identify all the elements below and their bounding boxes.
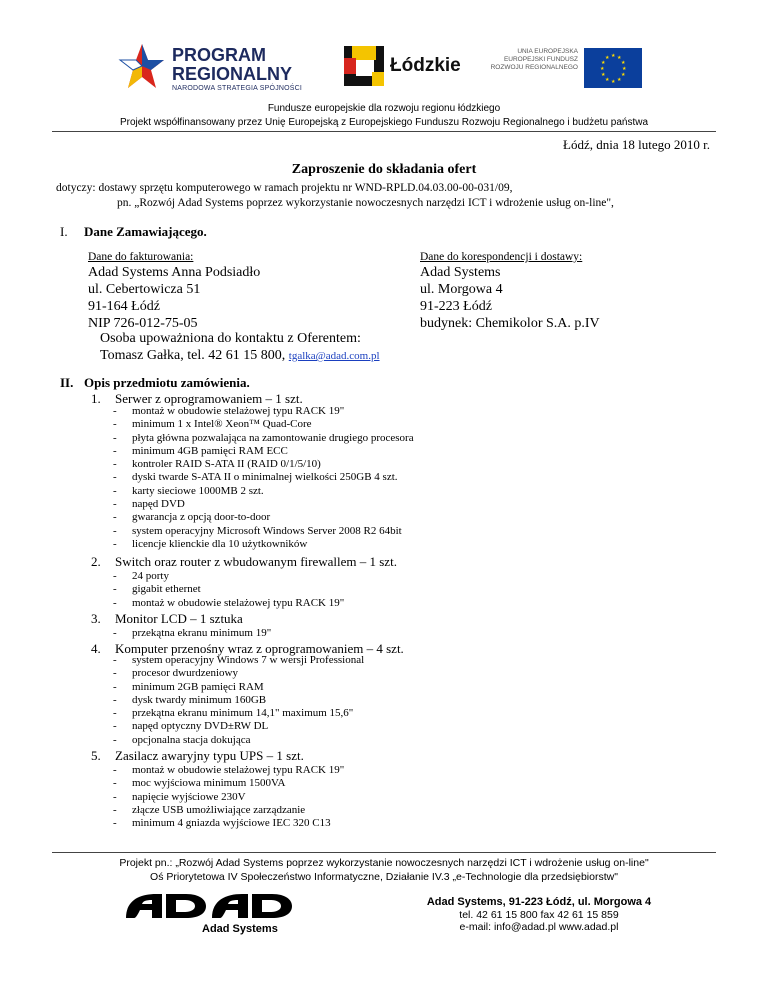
spec-item: - minimum 2GB pamięci RAM <box>113 681 364 694</box>
document-date: Łódź, dnia 18 lutego 2010 r. <box>563 137 710 152</box>
item-number: 2. <box>91 554 101 569</box>
section-2-title: Opis przedmiotu zamówienia. <box>84 375 250 390</box>
eu-line-1: UNIA EUROPEJSKA <box>517 48 578 55</box>
spec-item: - minimum 4GB pamięci RAM ECC <box>113 445 414 458</box>
billing-line: ul. Cebertowicza 51 <box>88 282 201 297</box>
regarding-line-2: pn. „Rozwój Adad Systems poprzez wykorzystanie nowoczesnych narzędzi ICT i wdrożenie usług on-line", <box>117 197 614 209</box>
funding-line-2: Projekt współfinansowany przez Unię Europejską z Europejskiego Funduszu Rozwoju Regionalnego i budżetu państwa <box>119 117 649 128</box>
item-4-specs <box>113 654 364 747</box>
spec-item: - złącze USB umożliwiające zarządzanie <box>113 804 344 817</box>
spec-item: - montaż w obudowie stelażowej typu RACK 19" <box>113 764 344 777</box>
item-title: Komputer przenośny wraz z oprogramowaniem – 4 szt. <box>115 641 404 656</box>
spec-item: - napięcie wyjściowe 230V <box>113 791 344 804</box>
item-title: Serwer z oprogramowaniem – 1 szt. <box>115 391 303 406</box>
contact-line-2: Tomasz Gałka, tel. 42 61 15 800, <box>100 348 286 363</box>
spec-item: - dyski twarde S-ATA II o minimalnej wielkości 250GB 4 szt. <box>113 471 414 484</box>
footer-address-line-3: e-mail: info@adad.pl www.adad.pl <box>459 921 619 933</box>
footer-project-line: Projekt pn.: „Rozwój Adad Systems poprzez wykorzystanie nowoczesnych narzędzi ICT i wdrożenie usług on-line" <box>119 857 649 869</box>
spec-item: - napęd DVD <box>113 498 414 511</box>
spec-item: - moc wyjściowa minimum 1500VA <box>113 777 344 790</box>
billing-line: 91-164 Łódź <box>88 299 160 314</box>
delivery-line: ul. Morgowa 4 <box>420 282 503 297</box>
program-star-icon <box>118 42 166 92</box>
item-2-title <box>91 554 397 570</box>
contact-line-1: Osoba upoważniona do kontaktu z Oferentem: <box>100 331 361 346</box>
document-title: Zaproszenie do składania ofert <box>291 162 477 177</box>
item-number: 3. <box>91 611 101 626</box>
eu-block <box>482 48 642 92</box>
svg-text:★: ★ <box>605 55 610 61</box>
billing-address <box>88 264 260 332</box>
contact-person <box>100 330 380 365</box>
spec-item: - licencje klienckie dla 10 użytkowników <box>113 538 414 551</box>
svg-text:★: ★ <box>621 72 626 78</box>
svg-text:★: ★ <box>611 53 616 59</box>
item-5-title <box>91 748 304 764</box>
program-line-1: PROGRAM <box>172 45 266 65</box>
item-3-title <box>91 611 243 627</box>
spec-item: - dysk twardy minimum 160GB <box>113 694 364 707</box>
program-line-2: REGIONALNY <box>172 64 293 84</box>
adad-logo-icon <box>122 890 304 924</box>
lodzkie-text: Łódzkie <box>390 55 461 76</box>
lodzkie-logo <box>344 46 464 90</box>
delivery-line: Adad Systems <box>420 265 501 280</box>
delivery-line: 91-223 Łódź <box>420 299 492 314</box>
section-2-number: II. <box>60 375 74 390</box>
spec-item: - 24 porty <box>113 570 344 583</box>
footer-address-line-2: tel. 42 61 15 800 fax 42 61 15 859 <box>459 909 619 921</box>
spec-item: - opcjonalna stacja dokująca <box>113 734 364 747</box>
svg-text:★: ★ <box>600 66 605 72</box>
spec-item: - montaż w obudowie stelażowej typu RACK 19" <box>113 597 344 610</box>
footer-priority-line: Oś Priorytetowa IV Społeczeństwo Informatyczne, Działanie IV.3 „e-Technologie dla przedsiębiorstw" <box>150 871 618 883</box>
spec-item: - procesor dwurdzeniowy <box>113 667 364 680</box>
svg-text:★: ★ <box>622 66 627 72</box>
item-5-specs <box>113 764 344 830</box>
delivery-address <box>420 264 600 332</box>
eu-caption <box>482 48 578 72</box>
adad-logo-caption: Adad Systems <box>202 923 278 935</box>
item-number: 4. <box>91 641 101 656</box>
delivery-label: Dane do korespondencji i dostawy: <box>420 251 583 263</box>
spec-item: - system operacyjny Microsoft Windows Server 2008 R2 64bit <box>113 525 414 538</box>
svg-text:★: ★ <box>601 60 606 66</box>
item-title: Zasilacz awaryjny typu UPS – 1 szt. <box>115 748 304 763</box>
svg-text:★: ★ <box>617 55 622 61</box>
spec-item: - montaż w obudowie stelażowej typu RACK 19" <box>113 405 414 418</box>
item-3-specs <box>113 627 271 640</box>
spec-item: - gigabit ethernet <box>113 583 344 596</box>
svg-text:★: ★ <box>601 72 606 78</box>
adad-systems-logo <box>122 890 304 940</box>
eu-line-3: ROZWOJU REGIONALNEGO <box>490 64 578 71</box>
footer-divider <box>52 852 716 853</box>
svg-text:★: ★ <box>621 60 626 66</box>
spec-item: - kontroler RAID S-ATA II (RAID 0/1/5/10) <box>113 458 414 471</box>
spec-item: - system operacyjny Windows 7 w wersji Professional <box>113 654 364 667</box>
billing-line: Adad Systems Anna Podsiadło <box>88 265 261 280</box>
spec-item: - przekątna ekranu minimum 14,1" maximum 15,6" <box>113 707 364 720</box>
svg-text:★: ★ <box>611 79 616 85</box>
spec-item: - minimum 4 gniazda wyjściowe IEC 320 C13 <box>113 817 344 830</box>
contact-email-link[interactable]: tgalka@adad.com.pl <box>288 350 380 362</box>
header-divider <box>52 131 716 132</box>
item-title: Switch oraz router z wbudowanym firewallem – 1 szt. <box>115 554 397 569</box>
section-2-heading <box>60 375 250 391</box>
spec-item: - przekątna ekranu minimum 19" <box>113 627 271 640</box>
billing-line: NIP 726-012-75-05 <box>88 316 198 331</box>
section-1-heading <box>60 224 207 240</box>
section-1-number: I. <box>60 224 68 239</box>
item-2-specs <box>113 570 344 610</box>
spec-item: - gwarancja z opcją door-to-door <box>113 511 414 524</box>
funding-line-1: Fundusze europejskie dla rozwoju regionu łódzkiego <box>267 103 501 114</box>
svg-text:★: ★ <box>617 77 622 83</box>
section-1-title: Dane Zamawiającego. <box>84 224 207 239</box>
item-title: Monitor LCD – 1 sztuka <box>115 611 243 626</box>
item-number: 1. <box>91 391 101 406</box>
footer-address-line-1: Adad Systems, 91-223 Łódź, ul. Morgowa 4 <box>426 896 652 908</box>
spec-item: - płyta główna pozwalająca na zamontowanie drugiego procesora <box>113 432 414 445</box>
item-1-specs <box>113 405 414 551</box>
billing-label: Dane do fakturowania: <box>88 251 194 263</box>
svg-text:★: ★ <box>605 77 610 83</box>
program-line-3: NARODOWA STRATEGIA SPÓJNOŚCI <box>172 85 303 92</box>
spec-item: - napęd optyczny DVD±RW DL <box>113 720 364 733</box>
spec-item: - minimum 1 x Intel® Xeon™ Quad-Core <box>113 418 414 431</box>
spec-item: - karty sieciowe 1000MB 2 szt. <box>113 485 414 498</box>
eu-line-2: EUROPEJSKI FUNDUSZ <box>503 56 578 63</box>
program-regionalny-logo <box>118 40 338 98</box>
lodzkie-mark-icon <box>344 46 384 86</box>
delivery-line: budynek: Chemikolor S.A. p.IV <box>420 316 600 331</box>
regarding-line-1: dotyczy: dostawy sprzętu komputerowego w ramach projektu nr WND-RPLD.04.03.00-00-031/09, <box>56 182 513 194</box>
item-number: 5. <box>91 748 101 763</box>
eu-flag-icon <box>584 48 642 88</box>
